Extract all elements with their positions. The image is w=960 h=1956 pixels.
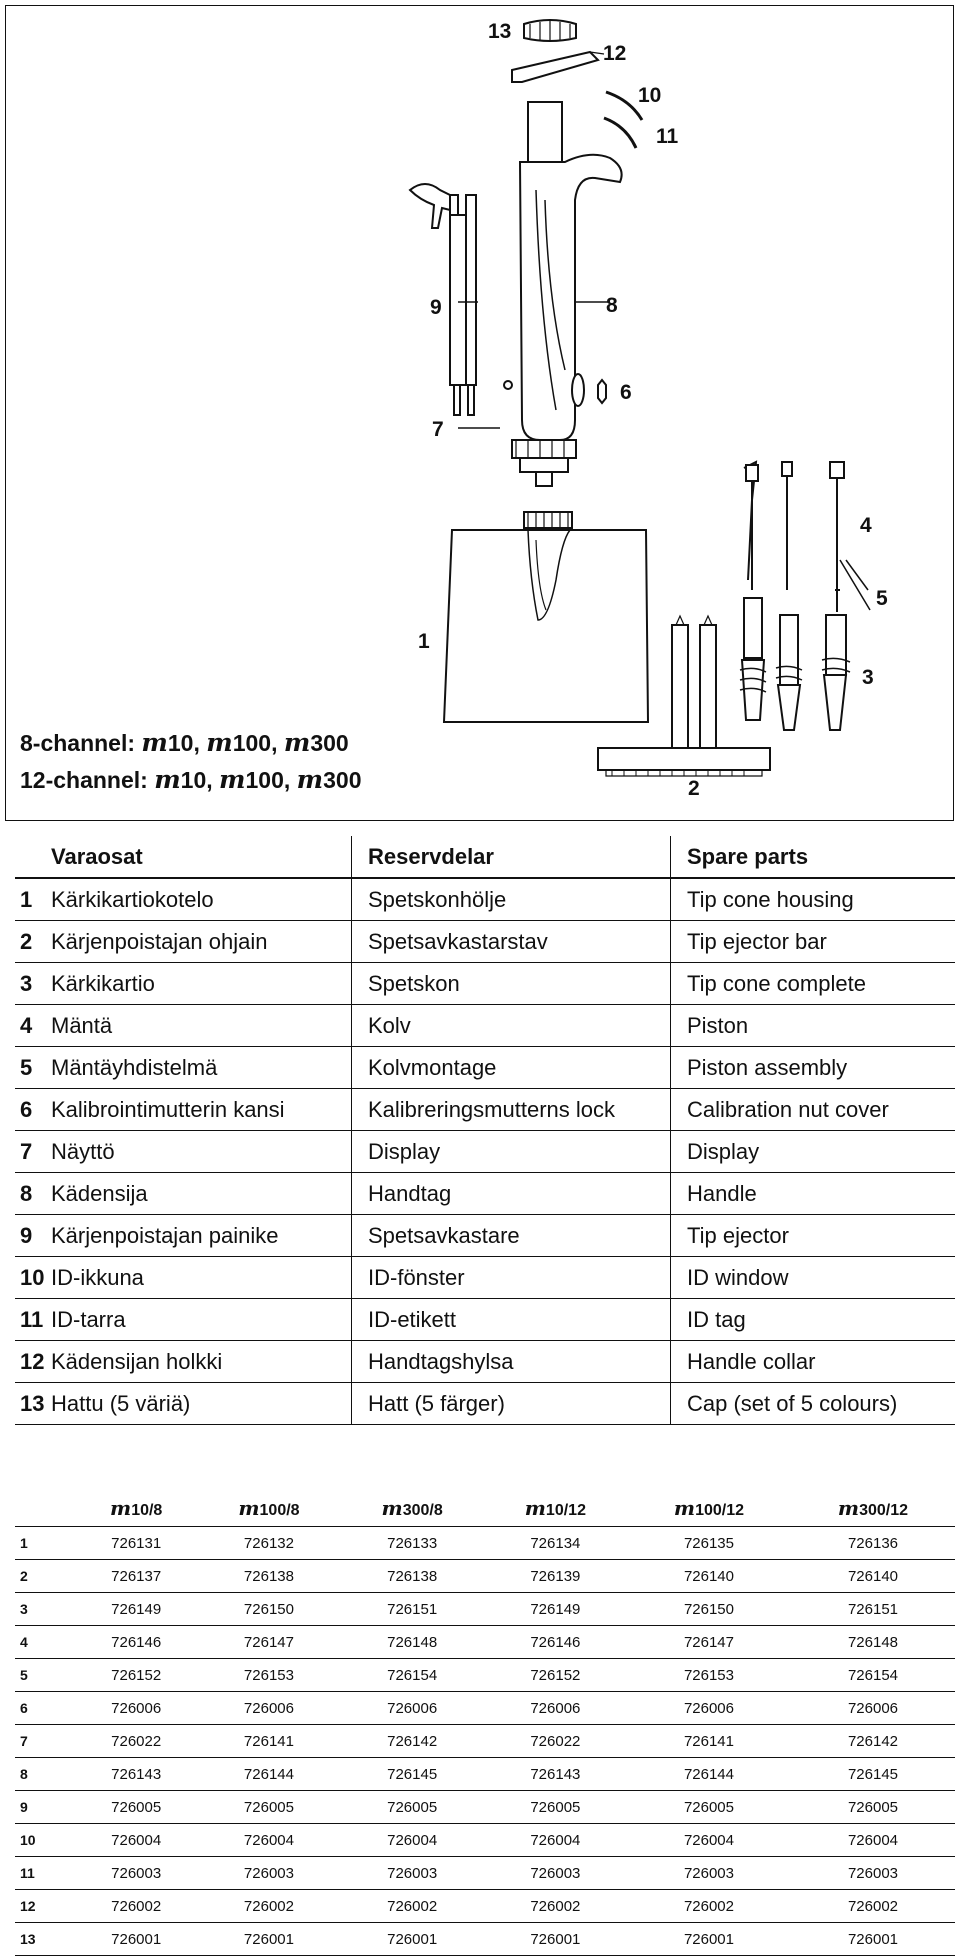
callout-12: 12 (603, 42, 627, 65)
catalogue-code-cell: 726131 (75, 1527, 197, 1560)
callout-5: 5 (876, 587, 888, 610)
callout-11: 11 (656, 125, 679, 148)
model-letter: m (238, 1496, 260, 1520)
catalogue-header-model (341, 1490, 484, 1527)
catalogue-code-cell: 726001 (75, 1923, 197, 1956)
spare-part-row (15, 1173, 955, 1215)
part-number: 12 (15, 1341, 51, 1383)
part-name-swedish: ID-fönster (352, 1257, 671, 1299)
model-line-prefix: 12-channel: (20, 767, 155, 793)
model-letter: m (524, 1496, 546, 1520)
part-name-finnish: Kärjenpoistajan ohjain (51, 921, 352, 963)
catalogue-header-model (75, 1490, 197, 1527)
catalogue-part-number: 8 (15, 1758, 75, 1791)
catalogue-code-cell: 726147 (197, 1626, 340, 1659)
handle-collar-part (512, 52, 598, 82)
part-number: 2 (15, 921, 51, 963)
catalogue-code-cell: 726143 (75, 1758, 197, 1791)
part-name-english: Tip ejector bar (671, 921, 956, 963)
part-number: 9 (15, 1215, 51, 1257)
part-name-english: Cap (set of 5 colours) (671, 1383, 956, 1425)
catalogue-code-cell: 726003 (484, 1857, 627, 1890)
catalogue-code-cell: 726152 (484, 1659, 627, 1692)
part-name-swedish: Display (352, 1131, 671, 1173)
part-name-finnish: ID-ikkuna (51, 1257, 352, 1299)
part-name-swedish: Handtag (352, 1173, 671, 1215)
part-name-english: Display (671, 1131, 956, 1173)
part-name-finnish: Kädensija (51, 1173, 352, 1215)
part-name-finnish: Hattu (5 väriä) (51, 1383, 352, 1425)
catalogue-code-cell: 726005 (627, 1791, 791, 1824)
catalogue-header-row (15, 1490, 955, 1527)
callout-13: 13 (488, 20, 512, 43)
catalogue-part-number: 5 (15, 1659, 75, 1692)
model-letter: m (381, 1496, 403, 1520)
part-number: 6 (15, 1089, 51, 1131)
tip-ejector-part (410, 184, 512, 415)
catalogue-code-cell: 726002 (75, 1890, 197, 1923)
spare-part-row (15, 1005, 955, 1047)
catalogue-code-cell: 726149 (75, 1593, 197, 1626)
part-name-english: ID window (671, 1257, 956, 1299)
catalogue-code-cell: 726151 (791, 1593, 955, 1626)
model-code: 10/8 (131, 1502, 163, 1519)
part-name-swedish: Spetskon (352, 963, 671, 1005)
catalogue-code-cell: 726142 (341, 1725, 484, 1758)
part-number: 5 (15, 1047, 51, 1089)
header-finnish: Varaosat (51, 836, 352, 878)
catalogue-code-cell: 726153 (197, 1659, 340, 1692)
catalogue-code-cell: 726002 (484, 1890, 627, 1923)
catalogue-part-number: 7 (15, 1725, 75, 1758)
callout-1: 1 (418, 630, 430, 653)
catalogue-header-model (791, 1490, 955, 1527)
header-english: Spare parts (671, 836, 956, 878)
model-code: 300/8 (402, 1502, 443, 1519)
catalogue-part-number: 11 (15, 1857, 75, 1890)
part-name-english: Handle collar (671, 1341, 956, 1383)
tip-cone-housing-part (444, 512, 648, 722)
callout-10: 10 (638, 84, 662, 107)
part-number: 3 (15, 963, 51, 1005)
id-tag-part (604, 118, 636, 148)
catalogue-code-cell: 726137 (75, 1560, 197, 1593)
catalogue-header-model (197, 1490, 340, 1527)
catalogue-part-number: 13 (15, 1923, 75, 1956)
part-name-english: ID tag (671, 1299, 956, 1341)
part-name-english: Tip ejector (671, 1215, 956, 1257)
part-name-swedish: Handtagshylsa (352, 1341, 671, 1383)
model-line-prefix: 8-channel: (20, 730, 142, 756)
pipette-exploded-diagram (0, 0, 960, 830)
catalogue-code-cell: 726001 (791, 1923, 955, 1956)
part-name-swedish: Hatt (5 färger) (352, 1383, 671, 1425)
part-number: 13 (15, 1383, 51, 1425)
catalogue-code-cell: 726004 (627, 1824, 791, 1857)
spare-part-row (15, 1383, 955, 1425)
catalogue-code-cell: 726004 (484, 1824, 627, 1857)
catalogue-code-cell: 726002 (341, 1890, 484, 1923)
model-code: 300/12 (859, 1502, 909, 1519)
model-letter: m (110, 1496, 132, 1520)
part-number: 8 (15, 1173, 51, 1215)
catalogue-row (15, 1923, 955, 1956)
catalogue-code-cell: 726001 (484, 1923, 627, 1956)
catalogue-row (15, 1758, 955, 1791)
catalogue-header-model (627, 1490, 791, 1527)
catalogue-code-cell: 726003 (341, 1857, 484, 1890)
catalogue-code-cell: 726146 (484, 1626, 627, 1659)
catalogue-code-cell: 726149 (484, 1593, 627, 1626)
callout-9: 9 (430, 296, 442, 319)
catalogue-code-cell: 726146 (75, 1626, 197, 1659)
model-line-8-channel: 8-channel: m10, m100, m300 (20, 728, 349, 757)
calibration-cover-part (598, 380, 606, 403)
part-number: 11 (15, 1299, 51, 1341)
callout-7: 7 (432, 418, 444, 441)
catalogue-code-cell: 726138 (341, 1560, 484, 1593)
catalogue-code-cell: 726002 (627, 1890, 791, 1923)
catalogue-row (15, 1890, 955, 1923)
model-code: 100/8 (259, 1502, 300, 1519)
catalogue-row (15, 1824, 955, 1857)
model-code: 10/12 (545, 1502, 586, 1519)
catalogue-code-cell: 726141 (627, 1725, 791, 1758)
part-name-finnish: Kärkikartio (51, 963, 352, 1005)
catalogue-part-number: 2 (15, 1560, 75, 1593)
catalogue-code-cell: 726153 (627, 1659, 791, 1692)
part-name-finnish: Kädensijan holkki (51, 1341, 352, 1383)
catalogue-code-cell: 726147 (627, 1626, 791, 1659)
spare-part-row (15, 1299, 955, 1341)
catalogue-code-cell: 726004 (75, 1824, 197, 1857)
catalogue-code-cell: 726003 (791, 1857, 955, 1890)
catalogue-code-cell: 726144 (627, 1758, 791, 1791)
catalogue-code-cell: 726136 (791, 1527, 955, 1560)
part-name-finnish: Mäntäyhdistelmä (51, 1047, 352, 1089)
catalogue-row (15, 1857, 955, 1890)
piston-parts (740, 462, 870, 730)
catalogue-code-cell: 726145 (341, 1758, 484, 1791)
spare-part-row (15, 1131, 955, 1173)
part-number: 10 (15, 1257, 51, 1299)
part-name-english: Piston (671, 1005, 956, 1047)
model-letter: m (673, 1496, 696, 1520)
catalogue-code-cell: 726142 (791, 1725, 955, 1758)
catalogue-code-cell: 726004 (341, 1824, 484, 1857)
part-name-finnish: Mäntä (51, 1005, 352, 1047)
catalogue-row (15, 1659, 955, 1692)
catalogue-part-number: 1 (15, 1527, 75, 1560)
model-letter: m (837, 1496, 860, 1520)
catalogue-code-cell: 726134 (484, 1527, 627, 1560)
part-name-english: Piston assembly (671, 1047, 956, 1089)
catalogue-code-cell: 726004 (791, 1824, 955, 1857)
catalogue-part-number: 6 (15, 1692, 75, 1725)
catalogue-code-cell: 726003 (197, 1857, 340, 1890)
id-window-part (606, 92, 642, 120)
callout-2: 2 (688, 777, 700, 800)
callout-8: 8 (606, 294, 618, 317)
catalogue-code-cell: 726140 (791, 1560, 955, 1593)
callout-4: 4 (860, 514, 872, 537)
catalogue-body (15, 1527, 955, 1956)
catalogue-code-cell: 726005 (341, 1791, 484, 1824)
catalogue-part-number: 9 (15, 1791, 75, 1824)
part-name-swedish: Kolv (352, 1005, 671, 1047)
catalogue-code-cell: 726133 (341, 1527, 484, 1560)
catalogue-code-cell: 726006 (341, 1692, 484, 1725)
catalogue-code-cell: 726148 (791, 1626, 955, 1659)
catalogue-code-cell: 726143 (484, 1758, 627, 1791)
part-name-swedish: Spetsavkastarstav (352, 921, 671, 963)
model-line-12-channel: 12-channel: m10, m100, m300 (20, 765, 362, 794)
catalogue-code-cell: 726132 (197, 1527, 340, 1560)
catalogue-part-number: 4 (15, 1626, 75, 1659)
catalogue-row (15, 1560, 955, 1593)
catalogue-code-cell: 726005 (484, 1791, 627, 1824)
spare-part-row (15, 921, 955, 963)
catalogue-code-cell: 726006 (484, 1692, 627, 1725)
header-number-cell (15, 836, 51, 878)
catalogue-code-cell: 726150 (197, 1593, 340, 1626)
catalogue-code-cell: 726002 (197, 1890, 340, 1923)
catalogue-code-cell: 726140 (627, 1560, 791, 1593)
part-name-finnish: Kärkikartiokotelo (51, 878, 352, 921)
catalogue-code-cell: 726001 (627, 1923, 791, 1956)
catalogue-code-cell: 726139 (484, 1560, 627, 1593)
catalogue-code-cell: 726151 (341, 1593, 484, 1626)
part-name-english: Tip cone housing (671, 878, 956, 921)
catalogue-row (15, 1626, 955, 1659)
spare-part-row (15, 1341, 955, 1383)
catalogue-number-table (15, 1490, 955, 1956)
part-name-swedish: Spetsavkastare (352, 1215, 671, 1257)
cap-part (524, 20, 576, 41)
catalogue-code-cell: 726135 (627, 1527, 791, 1560)
catalogue-row (15, 1593, 955, 1626)
spare-part-row (15, 1047, 955, 1089)
catalogue-code-cell: 726006 (75, 1692, 197, 1725)
part-number: 7 (15, 1131, 51, 1173)
catalogue-code-cell: 726006 (791, 1692, 955, 1725)
catalogue-header-blank (15, 1490, 75, 1527)
catalogue-code-cell: 726001 (197, 1923, 340, 1956)
catalogue-part-number: 3 (15, 1593, 75, 1626)
spare-parts-table (15, 836, 955, 1425)
catalogue-part-number: 12 (15, 1890, 75, 1923)
catalogue-code-cell: 726138 (197, 1560, 340, 1593)
catalogue-code-cell: 726022 (484, 1725, 627, 1758)
spare-part-row (15, 963, 955, 1005)
part-name-swedish: Spetskonhölje (352, 878, 671, 921)
catalogue-code-cell: 726005 (75, 1791, 197, 1824)
catalogue-row (15, 1692, 955, 1725)
catalogue-code-cell: 726001 (341, 1923, 484, 1956)
callout-3: 3 (862, 666, 874, 689)
part-number: 4 (15, 1005, 51, 1047)
catalogue-row (15, 1725, 955, 1758)
catalogue-code-cell: 726154 (791, 1659, 955, 1692)
part-name-swedish: Kolvmontage (352, 1047, 671, 1089)
catalogue-code-cell: 726002 (791, 1890, 955, 1923)
spare-part-row (15, 1089, 955, 1131)
part-name-swedish: ID-etikett (352, 1299, 671, 1341)
catalogue-code-cell: 726150 (627, 1593, 791, 1626)
catalogue-row (15, 1527, 955, 1560)
spare-part-row (15, 1257, 955, 1299)
catalogue-code-cell: 726145 (791, 1758, 955, 1791)
catalogue-code-cell: 726022 (75, 1725, 197, 1758)
catalogue-code-cell: 726005 (197, 1791, 340, 1824)
spare-part-row (15, 878, 955, 921)
spare-part-row (15, 1215, 955, 1257)
callout-6: 6 (620, 381, 632, 404)
catalogue-part-number: 10 (15, 1824, 75, 1857)
spare-parts-body (15, 878, 955, 1425)
catalogue-code-cell: 726144 (197, 1758, 340, 1791)
part-name-english: Tip cone complete (671, 963, 956, 1005)
part-name-finnish: Kalibrointimutterin kansi (51, 1089, 352, 1131)
part-name-finnish: ID-tarra (51, 1299, 352, 1341)
catalogue-code-cell: 726154 (341, 1659, 484, 1692)
model-code: 100/12 (695, 1502, 745, 1519)
catalogue-header-model (484, 1490, 627, 1527)
catalogue-code-cell: 726003 (75, 1857, 197, 1890)
catalogue-code-cell: 726003 (627, 1857, 791, 1890)
catalogue-code-cell: 726006 (627, 1692, 791, 1725)
part-name-english: Handle (671, 1173, 956, 1215)
part-number: 1 (15, 878, 51, 921)
catalogue-code-cell: 726004 (197, 1824, 340, 1857)
part-name-finnish: Näyttö (51, 1131, 352, 1173)
catalogue-code-cell: 726152 (75, 1659, 197, 1692)
spare-parts-header-row (15, 836, 955, 878)
part-name-swedish: Kalibreringsmutterns lock (352, 1089, 671, 1131)
catalogue-code-cell: 726141 (197, 1725, 340, 1758)
catalogue-code-cell: 726148 (341, 1626, 484, 1659)
part-name-finnish: Kärjenpoistajan painike (51, 1215, 352, 1257)
header-swedish: Reservdelar (352, 836, 671, 878)
catalogue-code-cell: 726005 (791, 1791, 955, 1824)
catalogue-code-cell: 726006 (197, 1692, 340, 1725)
part-name-english: Calibration nut cover (671, 1089, 956, 1131)
catalogue-row (15, 1791, 955, 1824)
